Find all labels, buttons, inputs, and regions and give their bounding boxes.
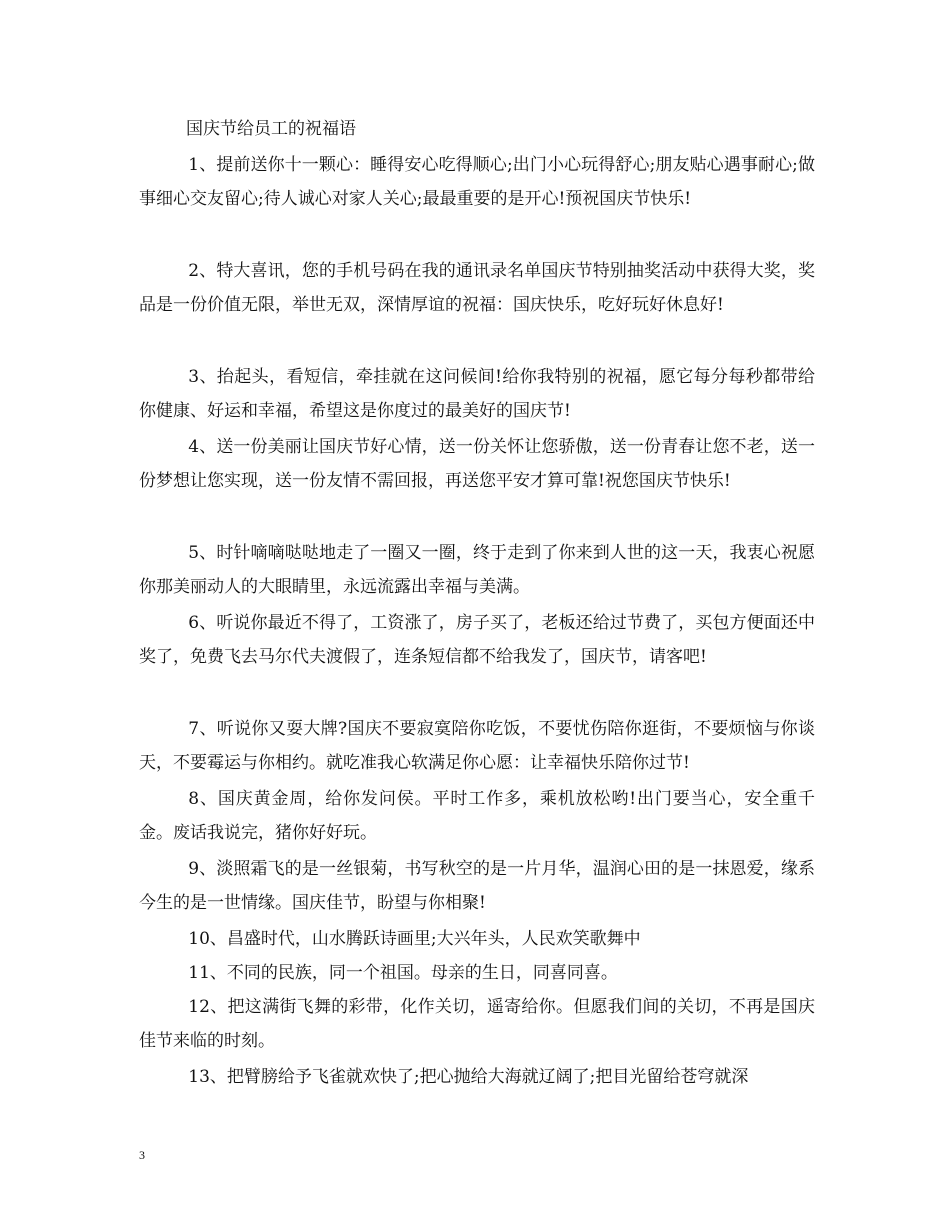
page-number: 3 [139,1148,145,1162]
paragraph-12: 12、把这满街飞舞的彩带，化作关切，遥寄给你。但愿我们间的关切，不再是国庆佳节来临的时刻。 [139,997,815,1051]
paragraph-13: 13、把臂膀给予飞雀就欢快了;把心抛给大海就辽阔了;把目光留给苍穹就深 [188,1067,749,1087]
paragraph-7: 7、听说你又耍大牌?国庆不要寂寞陪你吃饭，不要忧伤陪你逛街，不要烦恼与你谈天，不要霉运与你相约。就吃准我心软满足你心愿：让幸福快乐陪你过节! [139,719,815,773]
paragraph-6: 6、听说你最近不得了，工资涨了，房子买了，老板还给过节费了，买包方便面还中奖了，免费飞去马尔代夫渡假了，连条短信都不给我发了，国庆节，请客吧! [139,613,815,667]
paragraph-2: 2、特大喜讯，您的手机号码在我的通讯录名单国庆节特别抽奖活动中获得大奖，奖品是一份价值无限，举世无双，深情厚谊的祝福：国庆快乐，吃好玩好休息好! [139,261,815,315]
paragraph-10: 10、昌盛时代，山水腾跃诗画里;大兴年头，人民欢笑歌舞中 [188,929,641,949]
paragraph-9: 9、淡照霜飞的是一丝银菊，书写秋空的是一片月华，温润心田的是一抹恩爱，缘系今生的是一世情缘。国庆佳节，盼望与你相聚! [139,859,815,913]
paragraph-3: 3、抬起头，看短信，牵挂就在这问候间!给你我特别的祝福，愿它每分每秒都带给你健康、好运和幸福，希望这是你度过的最美好的国庆节! [139,367,815,421]
paragraph-1: 1、提前送你十一颗心：睡得安心吃得顺心;出门小心玩得舒心;朋友贴心遇事耐心;做事细心交友留心;待人诚心对家人关心;最最重要的是开心!预祝国庆节快乐! [139,155,815,209]
paragraph-11: 11、不同的民族，同一个祖国。母亲的生日，同喜同喜。 [188,963,618,983]
paragraph-5: 5、时针嘀嘀哒哒地走了一圈又一圈，终于走到了你来到人世的这一天，我衷心祝愿你那美丽动人的大眼睛里，永远流露出幸福与美满。 [139,543,815,597]
paragraph-4: 4、送一份美丽让国庆节好心情，送一份关怀让您骄傲，送一份青春让您不老，送一份梦想让您实现，送一份友情不需回报，再送您平安才算可靠!祝您国庆节快乐! [139,437,815,491]
document-title: 国庆节给员工的祝福语 [186,119,356,139]
paragraph-8: 8、国庆黄金周，给你发问侯。平时工作多，乘机放松哟!出门要当心，安全重千金。废话我说完，猪你好好玩。 [139,789,815,843]
